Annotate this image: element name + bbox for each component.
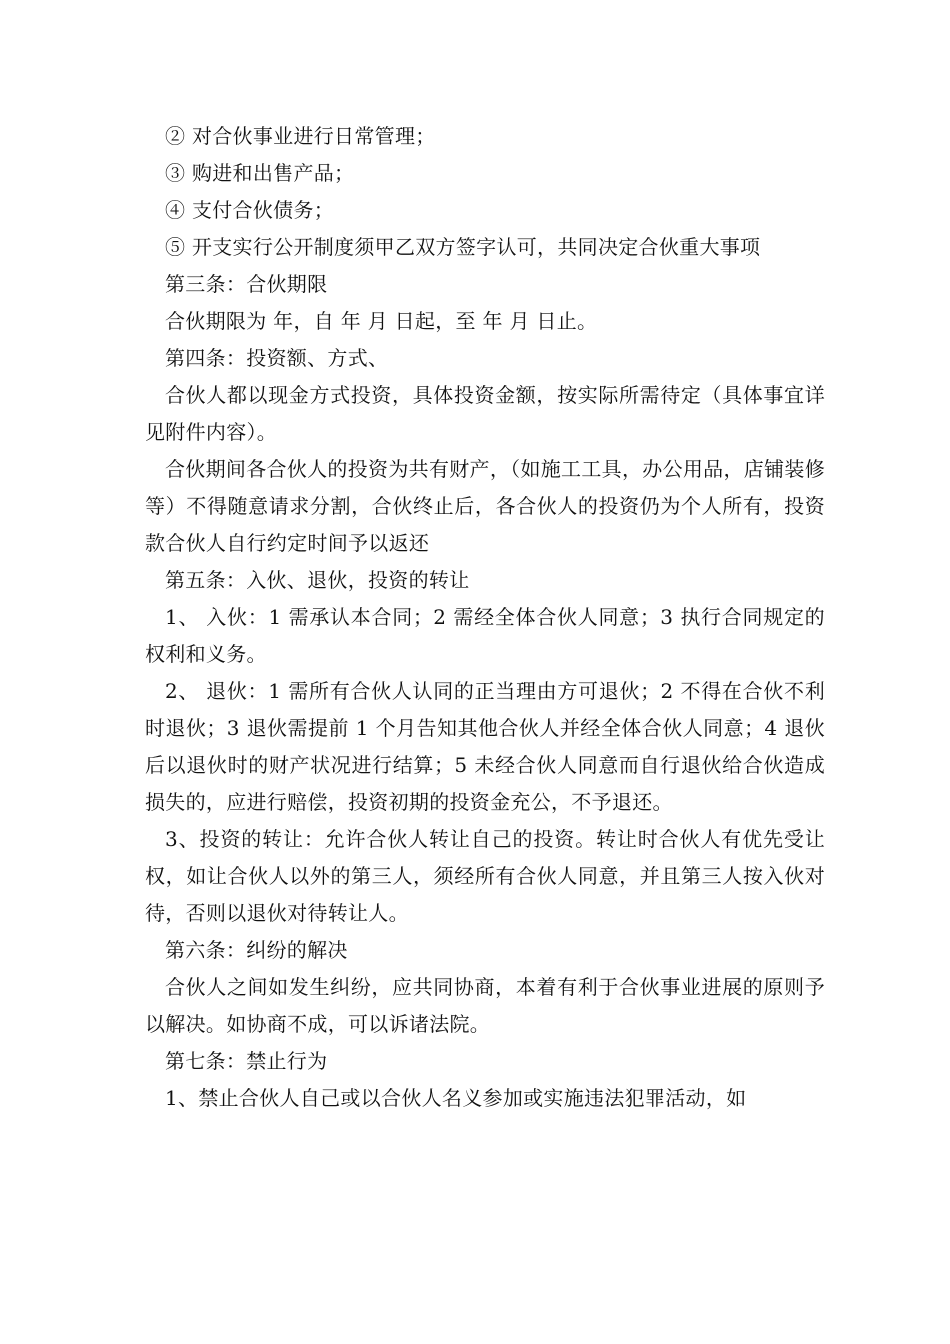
article-6-heading: 第六条：纠纷的解决	[165, 938, 348, 962]
paragraph-partnership-term: 合伙期限为 年，自 年 月 日起，至 年 月 日止。	[165, 309, 598, 333]
paragraph-cash-investment: 合伙人都以现金方式投资，具体投资金额，按实际所需待定（具体事宜详见附件内容）。	[145, 383, 825, 444]
article-3-heading: 第三条：合伙期限	[165, 272, 328, 296]
paragraph-purchase-sale: ③ 购进和出售产品；	[165, 161, 355, 185]
paragraph-withdrawal: 2、 退伙：1 需所有合伙人认同的正当理由方可退伙；2 不得在合伙不利时退伙；3 退伙需提前 1 个月告知其他合伙人并经全体合伙人同意；4 退伙后以退伙时的财产状况进行结算；5 未经合伙人同意而自行退伙给合伙造成损失的，应进行赔偿，投资初期的投资金充公，不予退还。	[145, 679, 825, 814]
paragraph-prohibited-acts: 1、禁止合伙人自己或以合伙人名义参加或实施违法犯罪活动，如	[165, 1086, 747, 1110]
paragraph-common-property: 合伙期间各合伙人的投资为共有财产，（如施工工具，办公用品，店铺装修等）不得随意请求分割，合伙终止后，各合伙人的投资仍为个人所有，投资款合伙人自行约定时间予以返还	[145, 457, 825, 555]
paragraph-pay-debts: ④ 支付合伙债务；	[165, 198, 335, 222]
article-4-heading: 第四条：投资额、方式、	[165, 346, 389, 370]
article-5-heading: 第五条：入伙、退伙，投资的转让	[165, 568, 470, 592]
paragraph-joining: 1、 入伙：1 需承认本合同；2 需经全体合伙人同意；3 执行合同规定的权利和义务。	[145, 605, 825, 666]
paragraph-management-duty: ② 对合伙事业进行日常管理；	[165, 124, 436, 148]
paragraph-expense-disclosure: ⑤ 开支实行公开制度须甲乙双方签字认可，共同决定合伙重大事项	[165, 235, 761, 259]
paragraph-dispute-resolution: 合伙人之间如发生纠纷，应共同协商，本着有利于合伙事业进展的原则予以解决。如协商不成，可以诉诸法院。	[145, 975, 825, 1036]
paragraph-investment-transfer: 3、投资的转让：允许合伙人转让自己的投资。转让时合伙人有优先受让权，如让合伙人以外的第三人，须经所有合伙人同意，并且第三人按入伙对待，否则以退伙对待转让人。	[145, 827, 825, 925]
article-7-heading: 第七条：禁止行为	[165, 1049, 328, 1073]
document-body	[145, 118, 825, 1117]
